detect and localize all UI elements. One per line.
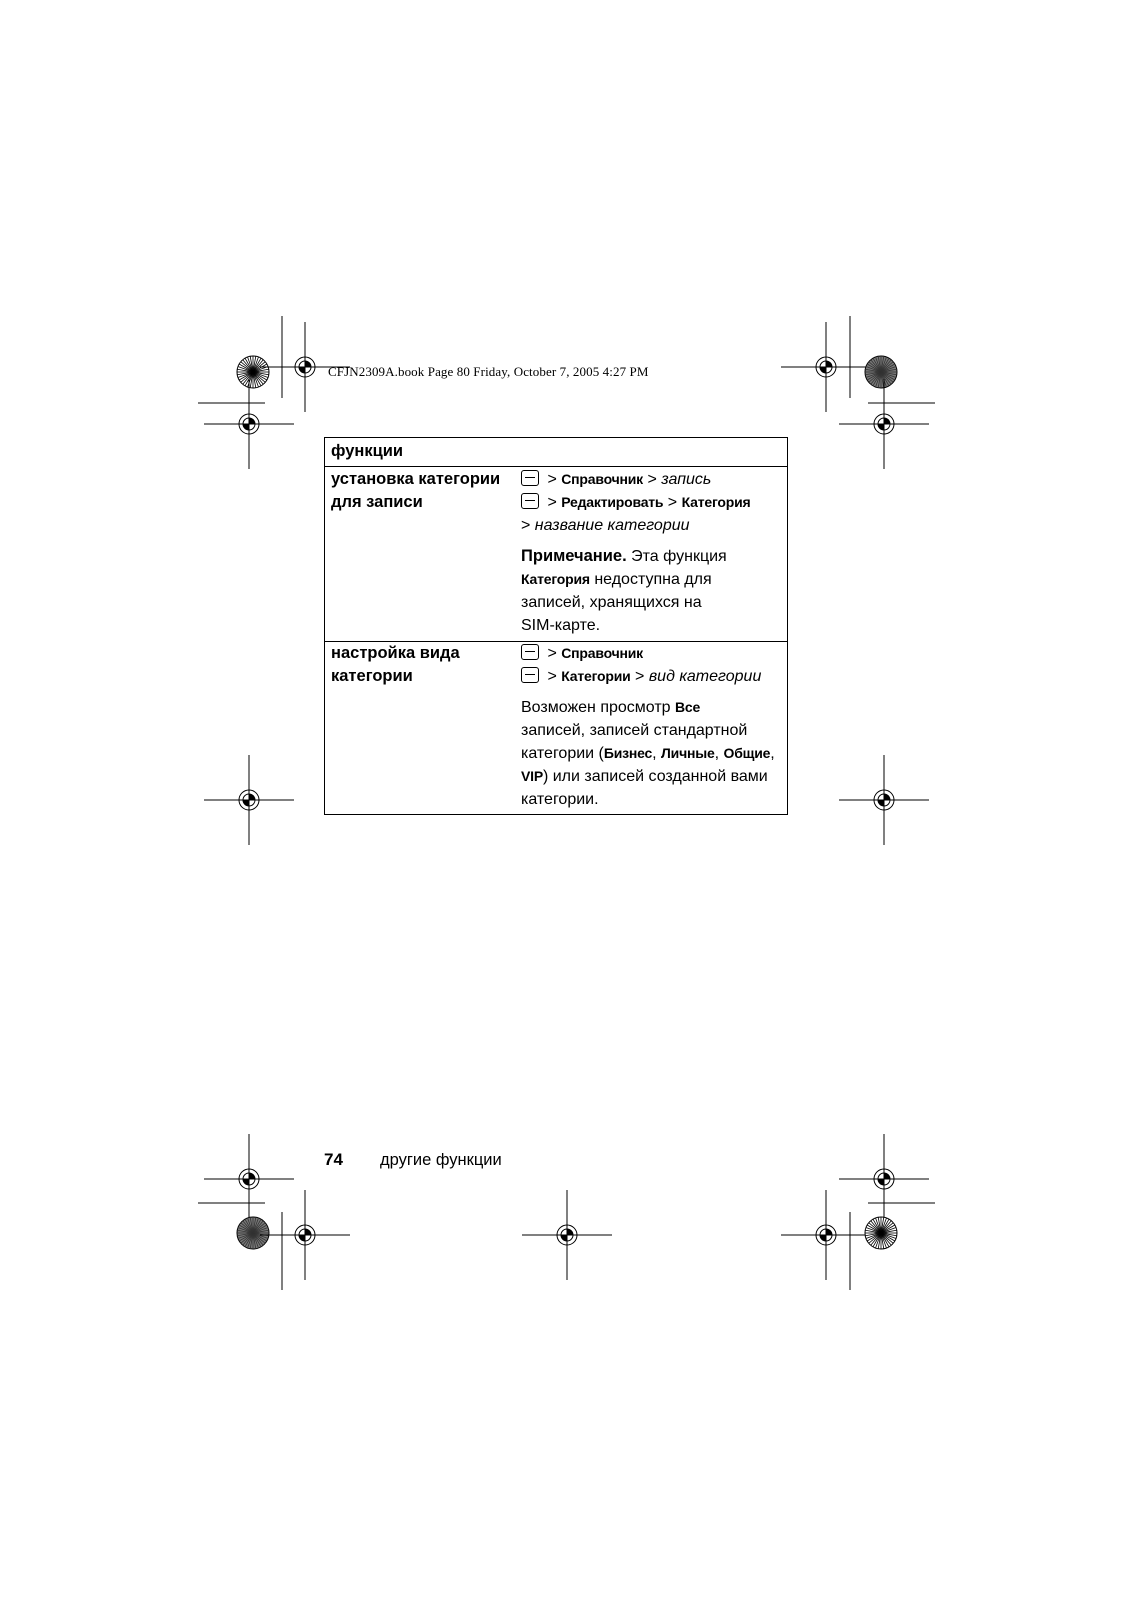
row1-note-line3: записей, хранящихся на: [521, 594, 702, 611]
row2-label-line2: категории: [331, 667, 413, 685]
registration-target-icon: [204, 1134, 294, 1224]
row2-path2: > Категории > вид категории: [521, 665, 761, 688]
row1-note-line1: Примечание. Эта функция: [521, 547, 727, 565]
row2-desc-line5: категории.: [521, 791, 599, 808]
menu-key-icon: [521, 493, 539, 509]
menu-item: Категории: [561, 668, 631, 684]
menu-key-icon: [521, 470, 539, 486]
menu-item: Категория: [681, 494, 751, 510]
functions-table: [324, 437, 788, 815]
menu-item: Редактировать: [561, 494, 664, 510]
menu-item: Справочник: [561, 471, 643, 487]
registration-target-icon: [204, 379, 294, 469]
menu-item: вид категории: [648, 668, 762, 685]
row1-note-line2: Категория недоступна для: [521, 571, 712, 588]
row1-path1: > Справочник > запись: [521, 468, 711, 491]
row1-label-line2: для записи: [331, 493, 423, 511]
registration-target-icon: [781, 322, 871, 412]
page-number: 74: [324, 1150, 343, 1169]
menu-key-icon: [521, 667, 539, 683]
row2-desc-line1: Возможен просмотр Все: [521, 699, 701, 716]
menu-key-icon: [521, 644, 539, 660]
registration-sunburst-icon: [237, 356, 269, 388]
row1-path3: > название категории: [521, 517, 690, 534]
registration-target-icon: [839, 379, 929, 469]
registration-target-icon: [839, 1134, 929, 1224]
row1-path2: > Редактировать > Категория: [521, 491, 750, 514]
row1-label-line1: установка категории: [331, 470, 501, 488]
row2-path1: > Справочник: [521, 642, 643, 665]
registration-sunburst-icon: [865, 1217, 897, 1249]
print-header: CFJN2309A.book Page 80 Friday, October 7, 2005 4:27 PM: [328, 364, 649, 379]
row2-desc-line3: категории (Бизнес, Личные, Общие,: [521, 745, 775, 762]
registration-sunburst-icon: [237, 1217, 269, 1249]
row2-label-line1: настройка вида: [331, 644, 460, 662]
registration-target-icon: [204, 755, 294, 845]
table-header: функции: [331, 442, 404, 460]
footer-section-title: другие функции: [380, 1151, 502, 1169]
header-divider: [325, 466, 787, 467]
registration-target-icon: [522, 1190, 612, 1280]
note-label: Примечание.: [521, 547, 627, 565]
registration-sunburst-icon: [865, 356, 897, 388]
registration-target-icon: [260, 1190, 350, 1280]
row2-desc-line4: VIP) или записей созданной вами: [521, 768, 768, 785]
menu-item: запись: [661, 471, 712, 488]
row1-note-line4: SIM-карте.: [521, 617, 601, 634]
menu-item: Справочник: [561, 645, 643, 661]
row2-desc-line2: записей, записей стандартной: [521, 722, 748, 739]
registration-target-icon: [781, 1190, 871, 1280]
menu-item: название категории: [534, 517, 690, 534]
registration-target-icon: [839, 755, 929, 845]
